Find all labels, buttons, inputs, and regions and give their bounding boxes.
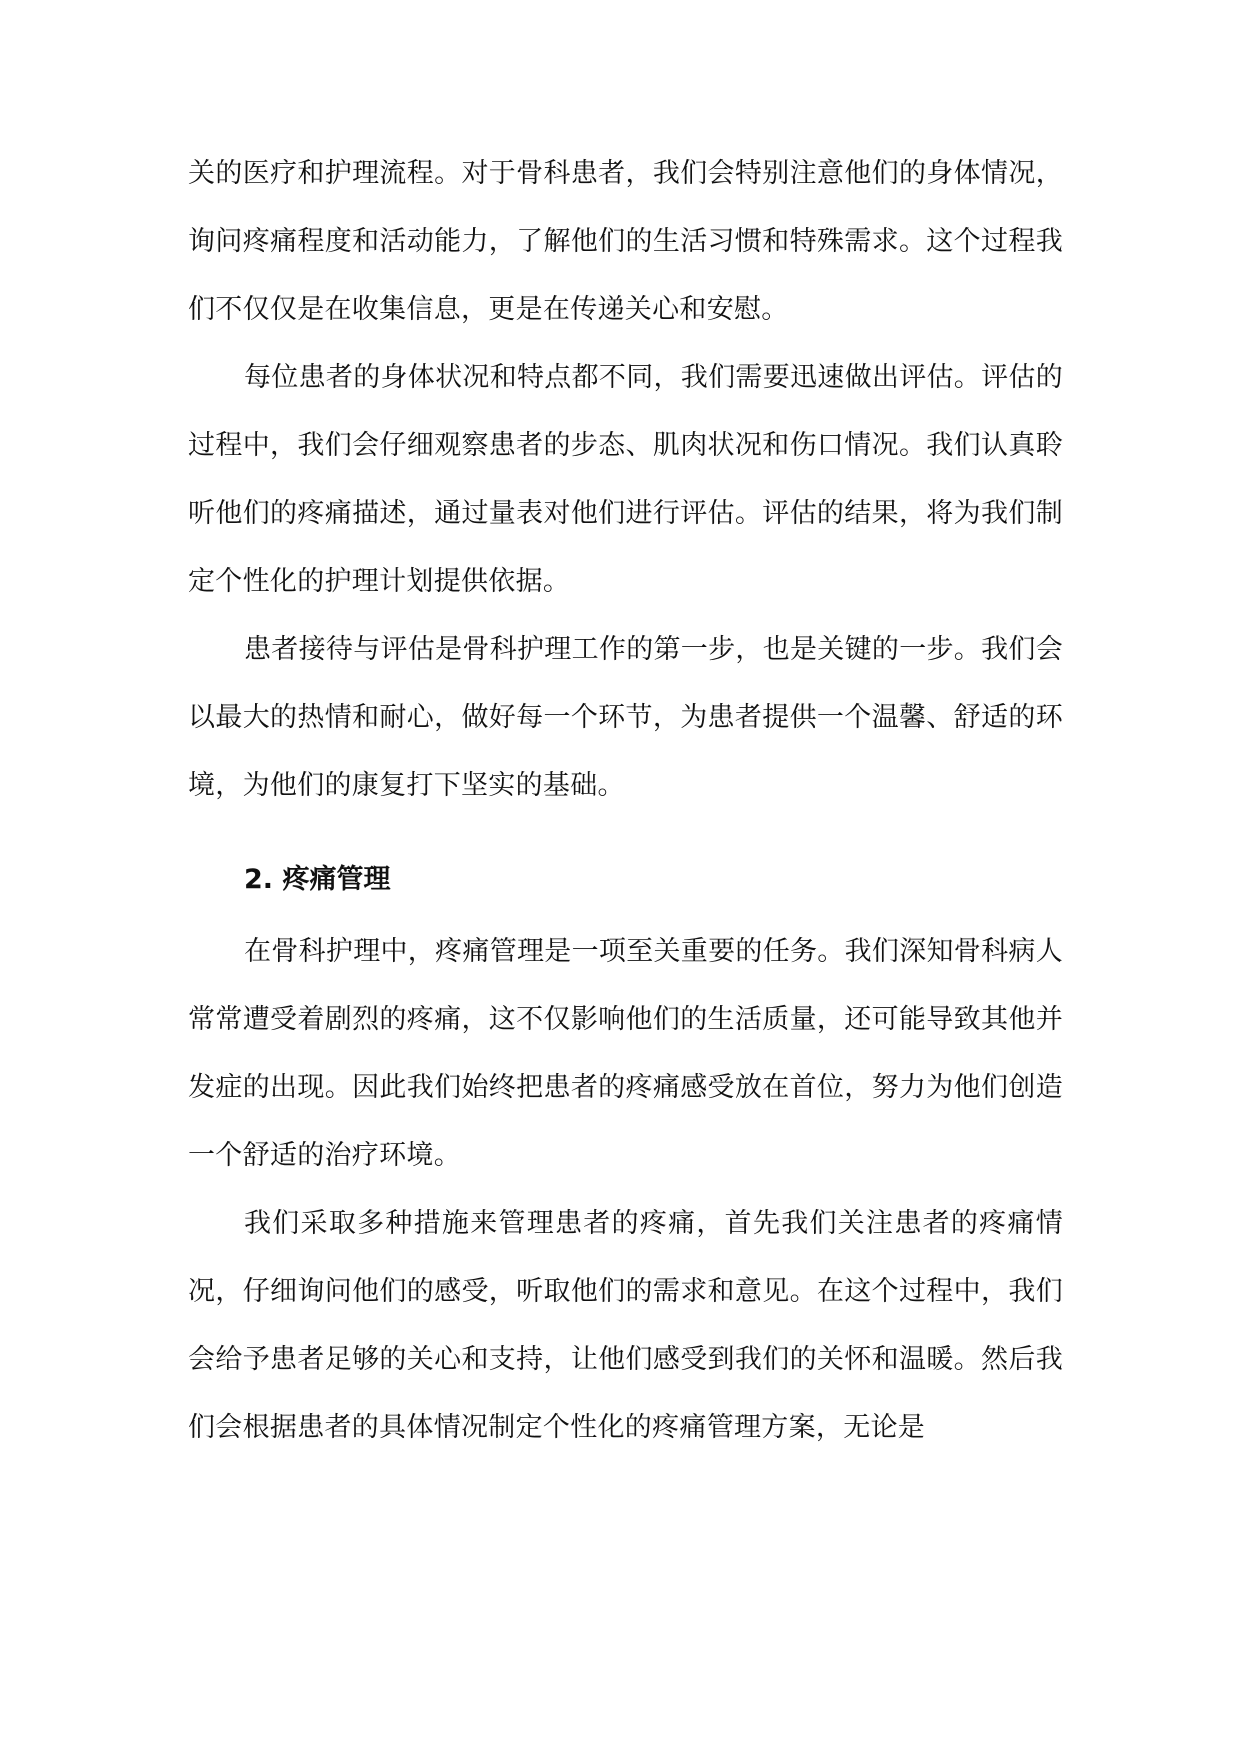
paragraph-pain-importance: 在骨科护理中，疼痛管理是一项至关重要的任务。我们深知骨科病人常常遭受着剧烈的疼痛，这不仅影响他们的生活质量，还可能导致其他并发症的出现。因此我们始终把患者的疼痛感受放在首位，努力为他们创造一个舒适的治疗环境。: [188, 936, 1063, 1171]
paragraph-continued: 关的医疗和护理流程。对于骨科患者，我们会特别注意他们的身体情况，询问疼痛程度和活动能力，了解他们的生活习惯和特殊需求。这个过程我们不仅仅是在收集信息，更是在传递关心和安慰。: [188, 158, 1063, 325]
paragraph-reception-summary: 患者接待与评估是骨科护理工作的第一步，也是关键的一步。我们会以最大的热情和耐心，做好每一个环节，为患者提供一个温馨、舒适的环境，为他们的康复打下坚实的基础。: [188, 634, 1063, 801]
section-heading-pain-management: 2. 疼痛管理: [244, 864, 391, 895]
document-body: [188, 140, 1063, 1462]
paragraph-pain-measures: 我们采取多种措施来管理患者的疼痛，首先我们关注患者的疼痛情况，仔细询问他们的感受，听取他们的需求和意见。在这个过程中，我们会给予患者足够的关心和支持，让他们感受到我们的关怀和温暖。然后我们会根据患者的具体情况制定个性化的疼痛管理方案，无论是: [188, 1208, 1063, 1443]
paragraph-assessment: 每位患者的身体状况和特点都不同，我们需要迅速做出评估。评估的过程中，我们会仔细观察患者的步态、肌肉状况和伤口情况。我们认真聆听他们的疼痛描述，通过量表对他们进行评估。评估的结果，将为我们制定个性化的护理计划提供依据。: [188, 362, 1063, 597]
